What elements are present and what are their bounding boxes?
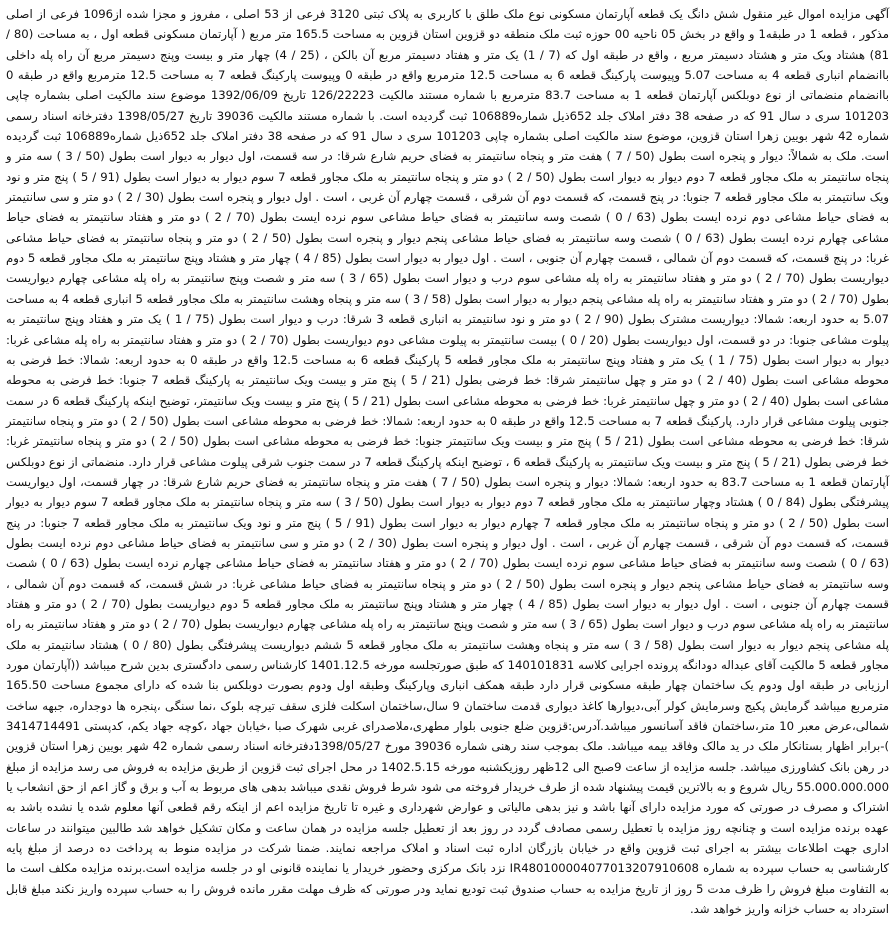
notice-body-text: آگهی مزایده اموال غیر منقول شش دانگ یک قطعه آپارتمان مسکونی نوع ملک طلق با کاربری به پلاک ثبتی 3120 فرعی از 53 اصلی ، مفروز و مجزا شده از1096 فرعی از اصلی مذکور ، قطعه 1 در طبقه1 و واقع در بخش 05 ناحیه 00 حوزه ثبت ملک منطقه دو قزوین استان قزوین به مساحت 165.5 متر مربع ( آپارتمان مسکونی قطعه اول ، به مساحت (80 / 81) هشتاد ویک متر و هشتاد دسیمتر مربع ، واقع در طبقه اول که (7 / 1) یک متر و هفتاد دسیمتر مربع آن بالکن ، (25 / 4) چهار متر و بیست وپنج دسیمتر مربع آن راه پله داخلی باانضمام انباری قطعه 4 به مساحت 5.07 وپیوست پارکینگ قطعه 6 به مساحت 12.5 مترمربع واقع در طبقه 0 وپیوست پارکینگ قطعه 7 به مساحت 12.5 مترمربع واقع در طبقه 0 باانضمام منضماتی از نوع دوبلکس آپارتمان قطعه 1 به مساحت 83.7 مترمربع با شماره مستند مالکیت 126/22223 تاریخ 1392/06/09 موضوع سند مالکیت اصلی بشماره چاپی 101203 سری د سال 91 که در صفحه 38 دفتر املاک جلد 652ذیل شماره106889 ثبت گردیده است. با شماره مستند مالکیت 39036 تاریخ 1398/05/27 دفترخانه اسناد رسمی شماره 42 شهر بویین زهرا استان قزوین، موضوع سند مالکیت اصلی بشماره چاپی 101203 سری د سال 91 که در صفحه 38 دفتر املاک جلد 652ذیل شماره106889 ثبت گردیده است. ملک به شمالاً: دیوار و پنجره است بطول (50 / 7 ) هفت متر و پنجاه سانتیمتر به فضای حریم شارع شرقا: در سه قسمت، اول دیوار به دیوار است بطول (50 / 3 ) سه متر و پنجاه سانتیمتر به ملک مجاور قطعه 7 دوم دیوار به دیوار است بطول (50 / 2 ) دو متر و پنجاه سانتیمتر به ملک مجاور قطعه 7 سوم دیوار به دیوار است بطول (91 / 5 ) پنج متر و نود ویک سانتیمتر به ملک مجاور قطعه 7 جنوبا: در پنج قسمت، که قسمت دوم آن شرقی ، قسمت چهارم آن غربی ، است . اول دیوار و پنجره است بطول (30 / 2 ) دو متر و سی سانتیمتر به فضای حیاط مشاعی دوم نرده ایست بطول (63 / 0 ) شصت وسه سانتیمتر به فضای حیاط مشاعی سوم نرده ایست بطول (70 / 2 ) دو متر و هفتاد سانتیمتر به فضای حیاط مشاعی چهارم نرده ایست بطول (63 / 0 ) شصت وسه سانتیمتر به فضای حیاط مشاعی پنجم دیوار و پنجره است بطول (50 / 2 ) دو متر و پنجاه سانتیمتر به فضای حیاط مشاعی غربا: در پنج قسمت، که قسمت دوم آن شمالی ، قسمت چهارم آن جنوبی ، است . اول دیوار به دیوار است بطول (85 / 4 ) چهار متر و هشتاد وپنج سانتیمتر به ملک مجاور قطعه 5 دوم دیواریست بطول (70 / 2 ) دو متر و هفتاد سانتیمتر به راه پله مشاعی سوم درب و دیوار است بطول (65 / 3 ) سه متر و شصت وپنج سانتیمتر به راه پله مشاعی چهارم دیواریست بطول (70 / 2 ) دو متر و هفتاد سانتیمتر به راه پله مشاعی پنجم دیوار به دیوار است بطول (58 / 3 ) سه متر و پنجاه وهشت سانتیمتر به ملک مجاور قطعه 5 انباری قطعه 4 به مساحت 5.07 به حدود اربعه: شمالا: دیواریست مشترک بطول (90 / 2 ) دو متر و نود سانتیمتر به انباری قطعه 3 شرقا: درب و دیوار است بطول (75 / 1 ) یک متر و هفتاد وپنج سانتیمتر به پیلوت مشاعی جنوبا: در دو قسمت، اول دیواریست بطول (20 / 0 ) بیست سانتیمتر به پیلوت مشاعی دوم دیواریست بطول (70 / 2 ) دو متر و هفتاد سانتیمتر به راه پله مشاعی غربا: دیوار به دیوار است بطول (75 / 1 ) یک متر و هفتاد وپنج سانتیمتر به ملک مجاور قطعه 5 پارکینگ قطعه 6 به مساحت 12.5 واقع در طبقه 0 به حدود اربعه: شمالا: خط فرضی به محوطه مشاعی است بطول (40 / 2 ) دو متر و چهل سانتیمتر شرقا: خط فرضی بطول (21 / 5 ) پنج متر و بیست ویک سانتیمتر به پارکینگ قطعه 7 جنوبا: خط فرضی به محوطه مشاعی است بطول (40 / 2 ) دو متر و چهل سانتیمتر غربا: خط فرضی به محوطه مشاعی است بطول (21 / 5 ) پنج متر و بیست ویک سانتیمتر، توضیح اینکه پارکینگ قطعه 6 در سمت جنوبی پیلوت مشاعی قرار دارد. پارکینگ قطعه 7 به مساحت 12.5 واقع در طبقه 0 به حدود اربعه: شمالا: خط فرضی به محوطه مشاعی است بطول (50 / 2 ) دو متر و پنجاه سانتیمتر شرقا: خط فرضی به محوطه مشاعی است بطول (21 / 5 ) پنج متر و بیست ویک سانتیمتر جنوبا: خط فرضی به محوطه مشاعی است بطول (50 / 2 ) دو متر و پنجاه سانتیمتر غربا: خط فرضی بطول (21 / 5 ) پنج متر و بیست ویک سانتیمتر به پارکینگ قطعه 6 ، توضیح اینکه پارکینگ قطعه 7 در سمت جنوب شرقی پیلوت مشاعی قرار دارد. منضماتی از نوع دوبلکس آپارتمان قطعه 1 به مساحت 83.7 به حدود اربعه: شمالا: دیوار و پنجره است بطول (50 / 7 ) هفت متر و پنجاه سانتیمتر به فضای حریم شارع شرقا: در چهار قسمت، اول دیواریست پیشرفتگی بطول (84 / 0 ) هشتاد وچهار سانتیمتر به ملک مجاور قطعه 7 دوم دیوار به دیوار است بطول (50 / 3 ) سه متر و پنجاه سانتیمتر به ملک مجاور قطعه 7 سوم دیوار به دیوار است بطول (50 / 2 ) دو متر و پنجاه سانتیمتر به ملک مجاور قطعه 7 چهارم دیوار به دیوار است بطول (91 / 5 ) پنج متر و نود ویک سانتیمتر به ملک مجاور قطعه 7 جنوبا: در پنج قسمت، که قسمت دوم آن شرقی ، قسمت چهارم آن غربی ، است . اول دیوار و پنجره است بطول (30 / 2 ) دو متر و سی سانتیمتر به فضای حیاط مشاعی دوم نرده ایست بطول (63 / 0 ) شصت وسه سانتیمتر به فضای حیاط مشاعی سوم نرده ایست بطول (70 / 2 ) دو متر و هفتاد سانتیمتر به فضای حیاط مشاعی چهارم نرده ایست بطول (63 / 0 ) شصت وسه سانتیمتر به فضای حیاط مشاعی پنجم دیوار و پنجره است بطول (50 / 2 ) دو متر و پنجاه سانتیمتر به فضای حیاط مشاعی غربا: در شش قسمت، که قسمت دوم آن شمالی ، قسمت چهارم آن جنوبی ، است . اول دیوار به دیوار است بطول (85 / 4 ) چهار متر و هشتاد وپنج سانتیمتر به ملک مجاور قطعه 5 دوم دیواریست بطول (70 / 2 ) دو متر و هفتاد سانتیمتر به راه پله مشاعی سوم درب و دیوار است بطول (65 / 3 ) سه متر و شصت وپنج سانتیمتر به راه پله مشاعی چهارم دیواریست بطول (70 / 2 ) دو متر و هفتاد سانتیمتر به راه پله مشاعی پنجم دیوار به دیوار است بطول (58 / 3 ) سه متر و پنجاه وهشت سانتیمتر به ملک مجاور قطعه 5 ششم دیواریست پیشرفتگی بطول (80 / 0 ) هشتاد سانتیمتر به ملک مجاور قطعه 5 مالکیت آقای عبداله دودانگه پرونده اجرایی کلاسه 140101831 که طبق صورتجلسه مورخه 1401.12.5 کارشناس رسمی دادگستری بدین شرح میباشد ((آپارتمان مورد ارزیابی در طبقه اول ودوم یک ساختمان چهار طبقه مسکونی قرار دارد طبقه همکف انباری وپارکینگ وطبقه اول ودوم بصورت دوبلکس بنا شده که دارای مجموع مساحت 165.50 مترمربع میباشد گرمایش پکیج وسرمایش کولر آبی،دیوارها کاغذ دیواری قدمت ساختمان 9 سال،ساختمان اسکلت فلزی سقف تیرچه بلوک ،نما سنگی ،پنجره ها دوجداره، جبهه ساخت شمالی،عرض معبر 10 متر،ساختمان فاقد آسانسور میباشد.آدرس:قزوین ضلع جنوبی بلوار مطهری،ملاصدرای غربی شهرک صبا ،خیابان جهاد ،کوچه جهاد یکم، کدپستی 3414714491 )-برابر اظهار بستانکار ملک در ید مالک وفاقد بیمه میباشد. ملک بموجب سند رهنی شماره 39036 مورخ 1398/05/27دفترخانه اسناد رسمی شماره 42 شهر بویین زهرا استان قزوین در رهن بانک کشاورزی میباشد. جلسه مزایده از ساعت 9صبح الی 12ظهر روزیکشنبه مورخه 1402.5.15 در محل اجرای ثبت قزوین از طریق مزایده به فروش می رسد مزایده از مبلغ 55.000.000.000 ریال شروع و به بالاترین قیمت پیشنهاد شده از طرف خریدار فروخته می شود شرط فروش نقدی میباشد بدهی های مربوط به آب و برق و گاز اعم از حق انشعاب یا اشتراک و مصرف در صورتی که مورد مزایده دارای آنها باشد و نیز بدهی مالیاتی و عوارض شهرداری و غیره تا تاریخ مزایده اعم از اینکه رقم قطعی آنها معلوم شده یا نشده باشد به عهده برنده مزایده است و چنانچه روز مزایده با تعطیل رسمی مصادف گردد در روز بعد از تعطیل جلسه مزایده در همان ساعت و مکان تشکیل خواهد شد طالبین میتوانند در ساعات اداری جهت اطلاعات بیشتر به اجرای ثبت قزوین واقع در خیابان بازرگان اداره ثبت اسناد و املاک مراجعه نمایند. ضمنا شرکت در مزایده منوط به پرداخت ده درصد از مبلغ پایه کارشناسی به حساب سپرده به شماره IR480100004077013207910608 نزد بانک مرکزی وحضور خریدار یا نماینده قانونی او در جلسه مزایده است.برنده مزایده مکلف است ما به التفاوت مبلغ فروش را ظرف مدت 5 روز از تاریخ مزایده به حساب صندوق ثبت تودیع نماید ودر صورتی که ظرف مهلت مقرر مانده فروش را به حساب سپرده واریز نکند مبلغ قابل استرداد به حساب خزانه واریز خواهد شد. bbox=[6, 7, 890, 917]
